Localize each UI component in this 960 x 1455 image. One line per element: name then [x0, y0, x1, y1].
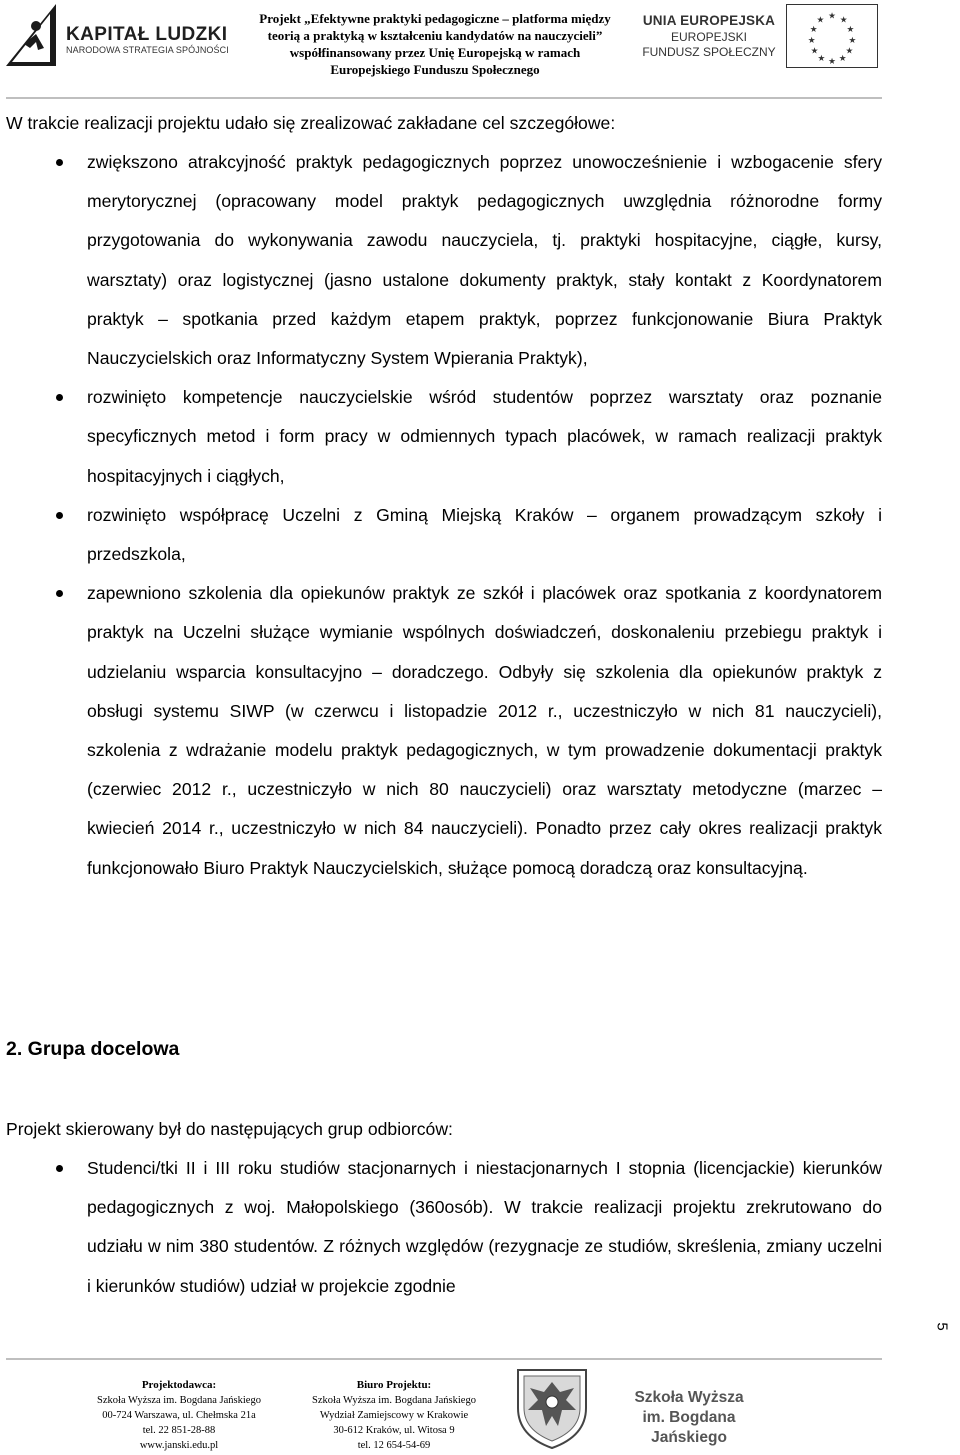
school-name-line: Szkoła Wyższa — [634, 1389, 744, 1406]
school-name-line: im. Bogdana Jańskiego — [642, 1409, 736, 1446]
svg-text:★: ★ — [817, 54, 826, 65]
project-title-line: teorią a praktyką w kształceniu kandydatów na nauczycieli” — [267, 28, 603, 43]
project-title-line: współfinansowany przez Unię Europejską w ramach — [289, 45, 581, 60]
svg-text:★: ★ — [848, 35, 857, 46]
footer-project-office — [296, 1378, 492, 1453]
footer-line: Szkoła Wyższa im. Bogdana Jańskiego — [97, 1395, 261, 1406]
bullet-icon — [56, 1165, 63, 1172]
eu-label-line: EUROPEJSKI — [670, 30, 748, 44]
footer-divider — [6, 1358, 882, 1360]
kapital-ludzki-title: KAPITAŁ LUDZKI — [66, 24, 228, 45]
svg-text:★: ★ — [828, 57, 836, 68]
svg-text:★: ★ — [838, 54, 847, 65]
svg-text:★: ★ — [828, 11, 836, 22]
project-title-line: Projekt „Efektywne praktyki pedagogiczne – platforma między — [259, 11, 611, 26]
footer-office-title: Biuro Projektu: — [356, 1379, 432, 1391]
svg-text:★: ★ — [810, 46, 819, 57]
list-item — [0, 143, 960, 378]
bullet-icon — [56, 159, 63, 166]
project-title-line: Europejskiego Funduszu Społecznego — [330, 62, 540, 77]
eu-fund-label — [636, 12, 782, 60]
footer-applicant — [84, 1378, 274, 1453]
footer-line: Wydział Zamiejscowy w Krakowie — [319, 1410, 469, 1421]
svg-text:★: ★ — [839, 15, 848, 26]
bullet-icon — [56, 394, 63, 401]
svg-text:★: ★ — [846, 25, 855, 36]
footer-line: Szkoła Wyższa im. Bogdana Jańskiego — [312, 1395, 476, 1406]
eu-label-line: UNIA EUROPEJSKA — [642, 13, 776, 28]
footer-applicant-title: Projektodawca: — [141, 1379, 217, 1391]
kapital-ludzki-logo-icon — [6, 4, 56, 66]
kapital-ludzki-subtitle: NARODOWA STRATEGIA SPÓJNOŚCI — [66, 45, 229, 55]
svg-text:★: ★ — [809, 25, 818, 36]
target-intro-paragraph: Projekt skierowany był do następujących grup odbiorców: — [6, 1119, 453, 1139]
svg-text:★: ★ — [807, 35, 816, 46]
page-number: 5 — [933, 1322, 951, 1331]
list-item-text: zwiększono atrakcyjność praktyk pedagogicznych poprzez unowocześnienie i wzbogacenie sfery merytorycznej (opracowany model praktyk pedagogicznych uwzględnia różnorodne formy przygotowania do wykonywania zawodu nauczyciela, tj. praktyki hospitacyjne, ciągłe, kursy, warsztaty) oraz logistycznej (jasno ustalone dokumenty praktyk, stały kontakt z Koordynatorem praktyk – spotkania przed każdym etapem praktyk, poprzez funkcjonowanie Biura Praktyk Nauczycielskich oraz Informatyczny System Wpierania Praktyk), — [87, 152, 882, 369]
list-item-text: rozwinięto współpracę Uczelni z Gminą Miejską Kraków – organem prowadzącym szkoły i przedszkola, — [87, 504, 882, 565]
school-name-logo — [604, 1388, 774, 1448]
svg-text:★: ★ — [845, 46, 854, 57]
list-item — [0, 1149, 960, 1306]
eu-flag-icon — [786, 4, 878, 68]
list-item-text: Studenci/tki II i III roku studiów stacjonarnych i niestacjonarnych I stopnia (licencjackie) kierunków pedagogicznych z woj. Małopolskiego (360osób). W trakcie realizacji projektu zrekrutowano do udziału w nim 380 studentów. Z różnych względów (rezygnacje ze studiów, skreślenia, zmiany uczelni i kierunków studiów) udział w projekcie zgodnie — [87, 1158, 882, 1296]
objectives-list — [0, 143, 960, 888]
project-title — [240, 10, 630, 78]
intro-paragraph: W trakcie realizacji projektu udało się zrealizować zakładane cel szczegółowe: — [6, 113, 616, 133]
footer-line: 30-612 Kraków, ul. Witosa 9 — [333, 1425, 455, 1436]
svg-text:★: ★ — [816, 15, 825, 26]
list-item-text: zapewniono szkolenia dla opiekunów praktyk ze szkół i placówek oraz spotkania z koordynatorem praktyk na Uczelni służące wymianie wspólnych doświadczeń, doskonaleniu przebiegu praktyk i udzielaniu wsparcia konsultacyjno – doradczego. Odbyły się szkolenia dla opiekunów praktyk z obsługi systemu SIWP (w czerwcu i listopadzie 2012 r., uczestniczyło w nich 81 nauczycieli), szkolenia z wdrażanie modelu praktyk pedagogicznych, w tym prowadzenie dokumentacji praktyk (czerwiec 2012 r., uczestniczyło w nich 80 nauczycieli) oraz warsztaty metodyczne (marzec – kwiecień 2014 r., uczestniczyło w nich 84 nauczycieli). Ponadto przez cały okres realizacji praktyk funkcjonowało Biuro Praktyk Nauczycielskich, służące pomocą doradczą oraz konsultacyjną. — [87, 583, 882, 878]
footer-line: tel. 12 654-54-69 — [357, 1440, 431, 1451]
page-header — [0, 0, 960, 100]
list-item — [0, 496, 960, 574]
footer-website-link[interactable]: www.janski.edu.pl — [139, 1440, 219, 1451]
header-divider — [6, 97, 882, 99]
list-item-text: rozwinięto kompetencje nauczycielskie wśród studentów poprzez warsztaty oraz poznanie specyficznych metod i form pracy w odmiennych typach placówek, w ramach realizacji praktyk hospitacyjnych i ciągłych, — [87, 387, 882, 486]
list-item — [0, 378, 960, 496]
list-item — [0, 574, 960, 888]
footer-line: tel. 22 851-28-88 — [142, 1425, 216, 1436]
bullet-icon — [56, 590, 63, 597]
school-crest-icon — [510, 1364, 594, 1450]
footer-line: 00-724 Warszawa, ul. Chełmska 21a — [102, 1410, 256, 1421]
target-groups-list — [0, 1149, 960, 1306]
section-heading: 2. Grupa docelowa — [6, 1038, 180, 1060]
bullet-icon — [56, 512, 63, 519]
eu-label-line: FUNDUSZ SPOŁECZNY — [642, 45, 776, 59]
